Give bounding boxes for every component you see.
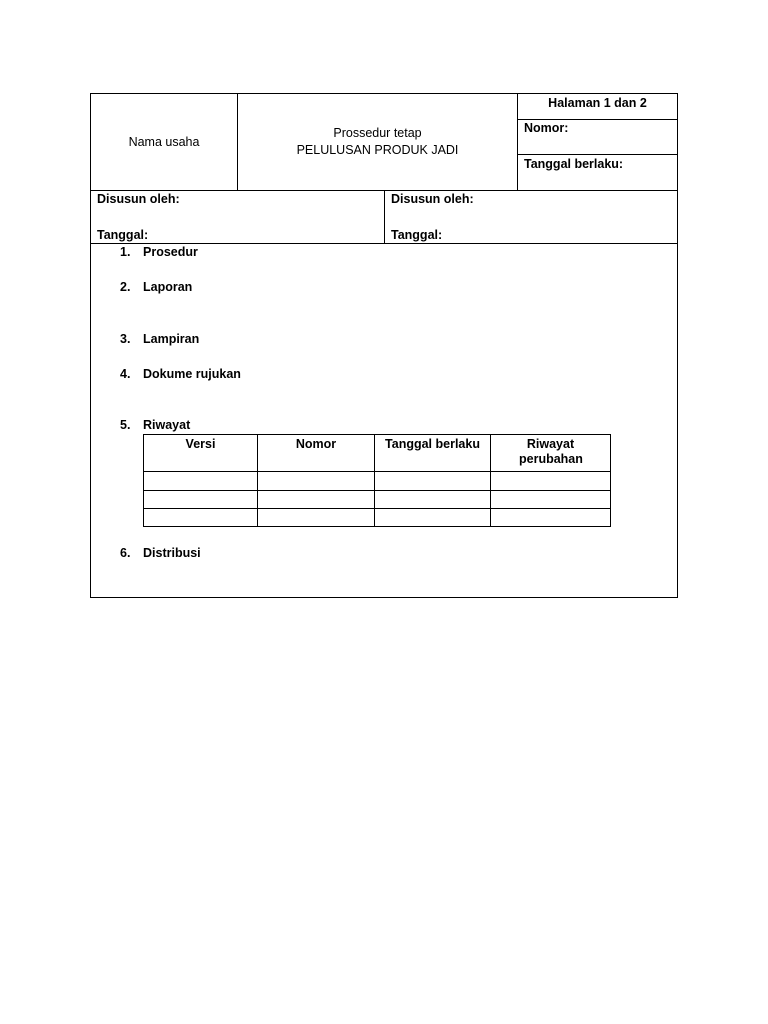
column-header: Tanggal berlaku [375,435,491,472]
column-header: Nomor [258,435,375,472]
section-number: 4. [120,367,131,381]
table-cell[interactable] [375,490,491,508]
table-cell[interactable] [375,472,491,490]
business-name: Nama usaha [128,135,200,149]
table-cell[interactable] [375,508,491,526]
section-label: Laporan [143,280,193,294]
table-row [144,490,611,508]
table-cell[interactable] [144,508,258,526]
table-cell[interactable] [144,472,258,490]
right-prepared-by: Disusun oleh: [391,192,474,206]
effective-date-label: Tanggal berlaku: [524,157,624,171]
header-row-divider-1 [517,119,678,120]
history-table [143,434,611,527]
section-label: Dokume rujukan [143,367,241,381]
section-number: 3. [120,332,131,346]
table-cell[interactable] [258,490,375,508]
table-cell[interactable] [144,490,258,508]
header-divider-1 [237,93,238,191]
section-number: 5. [120,418,131,432]
left-prepared-by: Disusun oleh: [97,192,180,206]
section-label: Prosedur [143,245,198,259]
authors-bottom-line [90,243,678,244]
number-label: Nomor: [524,121,569,135]
column-header [491,435,611,472]
table-row [144,472,611,490]
section-number: 2. [120,280,131,294]
procedure-title: PELULUSAN PRODUK JADI [296,143,459,157]
table-cell[interactable] [491,490,611,508]
column-header-text: Riwayat perubahan [519,437,583,466]
header-row-divider-2 [517,154,678,155]
table-header-row [144,435,611,472]
table-cell[interactable] [258,472,375,490]
section-label: Distribusi [143,546,201,560]
section-number: 6. [120,546,131,560]
right-date: Tanggal: [391,228,443,242]
table-row [144,508,611,526]
table-cell[interactable] [258,508,375,526]
section-number: 1. [120,245,131,259]
authors-divider [384,190,385,243]
table-cell[interactable] [491,508,611,526]
column-header: Versi [144,435,258,472]
left-date: Tanggal: [97,228,149,242]
table-cell[interactable] [491,472,611,490]
section-label: Lampiran [143,332,200,346]
section-label: Riwayat [143,418,191,432]
procedure-type: Prossedur tetap [333,126,422,140]
page-info: Halaman 1 dan 2 [548,96,647,110]
